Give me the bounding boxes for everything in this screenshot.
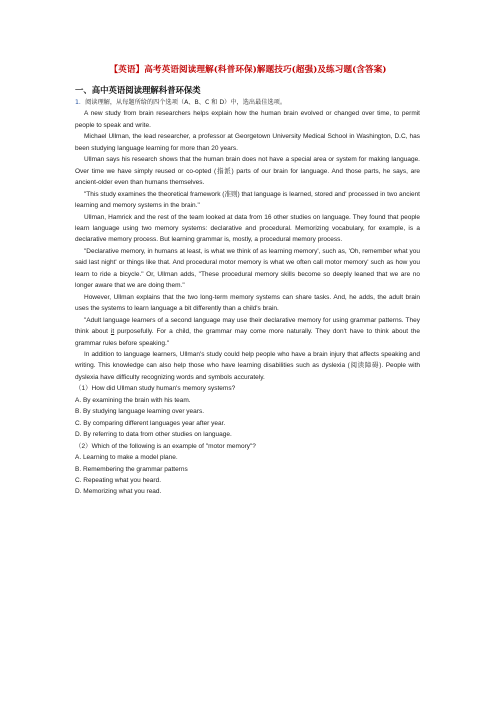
- answer-option: B. By studying language learning over years.: [75, 408, 204, 416]
- answer-option: B. Remembering the grammar patterns: [75, 465, 188, 473]
- passage-paragraph: In addition to language learners, Ullman's study could help people who have a brain injury that affects speaking and writing. This knowledge can also help those who have learning disabilities such as dyslexia (阅读障碍). People with dyslexia have difficulty recognizing words and symbols accurately.: [75, 350, 420, 381]
- passage-paragraph: Ullman, Hamrick and the rest of the team looked at data from 16 other studies on language. They found that people learn language using two memory systems: declarative and procedural. Memorizing vocabulary, for example, is a declarative memory process. But learning grammar is, mostly, a procedural memory process.: [75, 213, 420, 244]
- passage-paragraph: "Declarative memory, in humans at least, is what we think of as learning memory', such as, 'Oh, remember what you said last night' or things like that. And procedural motor memory is what we often call motor memory' such as how you learn to ride a bicycle." Or, Ullman adds, "These procedural memory skills become so deeply leaned that we are no longer aware that we are doing them.": [75, 247, 420, 290]
- question-instruction-text: 阅读理解，从每题所给的四个选项（A、B、C 和 D）中，选出最佳选项。: [85, 99, 287, 106]
- underlined-word: it: [110, 328, 115, 336]
- section-heading: 一、高中英语阅读理解科普环保类: [75, 85, 201, 95]
- sub-question-stem: （1）How did Ullman study human's memory systems?: [75, 385, 236, 393]
- answer-option: C. By comparing different languages year after year.: [75, 419, 226, 427]
- question-number: 1．: [75, 99, 86, 106]
- passage-paragraph: "This study examines the theoretical framework (准则) that language is learned, stored and' processed in two ancient learning and memory systems in the brain.": [75, 190, 420, 210]
- answer-option: C. Repeating what you heard.: [75, 476, 161, 484]
- answer-option: D. Memorizing what you read.: [75, 488, 162, 496]
- passage-paragraph: Michael Ullman, the lead researcher, a professor at Georgetown University Medical School in Washington, D.C, has been studying language learning for more than 20 years.: [75, 133, 420, 152]
- question-instruction: [75, 97, 420, 108]
- answer-option: A. By examining the brain with his team.: [75, 396, 191, 404]
- document-body: [75, 97, 420, 498]
- quote-text-before: "Adult language learners of a second language may use their declarative memory for using grammar patterns. They think about: [75, 316, 420, 336]
- quote-text-after: purposefully. For a child, the grammar may come more naturally. They don't have to think about the grammar rules before speaking.": [75, 328, 420, 347]
- answer-option: D. By referring to data from other studies on language.: [75, 431, 232, 439]
- sub-question-stem: （2）Which of the following is an example of "motor memory"?: [75, 442, 256, 450]
- passage-paragraph-quote: [75, 315, 420, 349]
- document-title: 【英语】高考英语阅读理解(科普环保)解题技巧(超强)及练习题(含答案): [109, 65, 387, 75]
- answer-option: A. Learning to make a model plane.: [75, 454, 178, 462]
- passage-paragraph: Ullman says his research shows that the human brain does not have a special area or system for making language. Over time we have simply reused or co-opted (指派) parts of our brain for language. And those parts, he says, are ancient-older even than humans themselves.: [75, 156, 420, 187]
- passage-paragraph: However, Ullman explains that the two long-term memory systems can share tasks. And, he adds, the adult brain uses the systems to learn language a bit differently than a child's brain.: [75, 293, 420, 313]
- passage-paragraph: A new study from brain researchers helps explain how the human brain evolved or changed over time, to permit people to speak and write.: [75, 110, 420, 129]
